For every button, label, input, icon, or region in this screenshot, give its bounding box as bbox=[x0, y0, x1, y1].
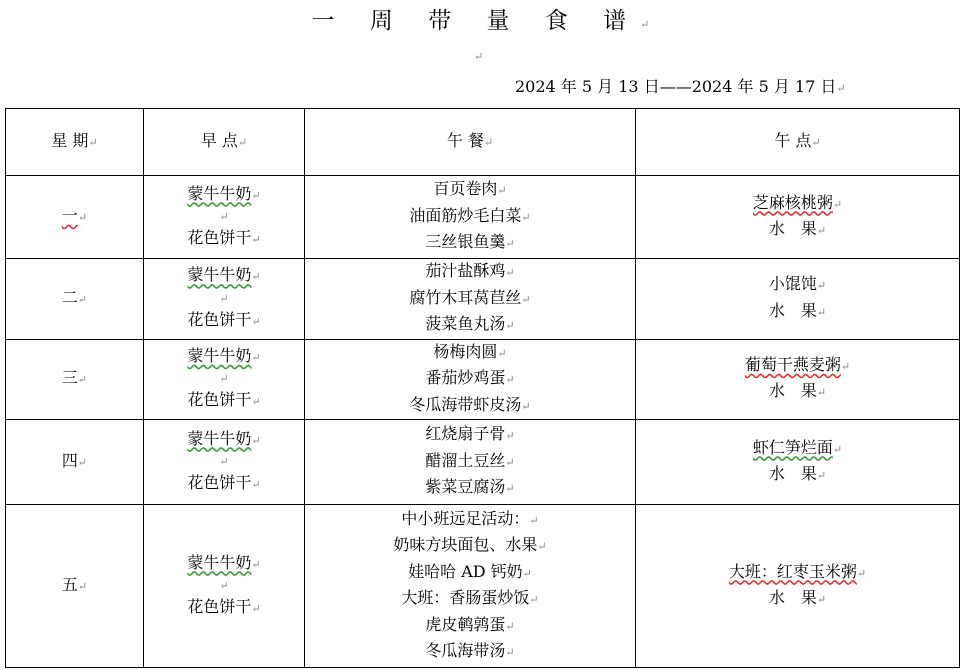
snack-cell: 芝麻核桃粥↵ 水 果↵ bbox=[636, 176, 960, 259]
day-cell: 三↵ bbox=[6, 339, 144, 420]
table-header-row bbox=[6, 109, 960, 176]
snack-cell: 葡萄干燕麦粥↵ 水 果↵ bbox=[636, 339, 960, 420]
page-title: 一 周 带 量 食 谱↵ bbox=[311, 8, 650, 34]
table-row bbox=[6, 420, 960, 505]
day-cell: 二↵ bbox=[6, 259, 144, 340]
table-row bbox=[6, 505, 960, 668]
day-cell: 一↵ bbox=[6, 176, 144, 259]
breakfast-cell: 蒙牛牛奶↵ ↵ 花色饼干↵ bbox=[144, 259, 305, 340]
day-cell: 四↵ bbox=[6, 420, 144, 505]
table-row bbox=[6, 176, 960, 259]
breakfast-cell: 蒙牛牛奶↵ ↵ 花色饼干↵ bbox=[144, 339, 305, 420]
breakfast-cell: 蒙牛牛奶↵ ↵ 花色饼干↵ bbox=[144, 420, 305, 505]
paragraph-mark-icon: ↵ bbox=[474, 50, 484, 63]
paragraph-mark-icon: ↵ bbox=[836, 82, 846, 95]
header-day: 星 期↵ bbox=[6, 109, 144, 176]
breakfast-cell: 蒙牛牛奶↵ ↵ 花色饼干↵ bbox=[144, 176, 305, 259]
header-breakfast: 早 点↵ bbox=[144, 109, 305, 176]
weekly-menu-table bbox=[5, 108, 960, 668]
table-row bbox=[6, 259, 960, 340]
snack-cell: 虾仁笋烂面↵ 水 果↵ bbox=[636, 420, 960, 505]
breakfast-cell: 蒙牛牛奶↵ ↵ 花色饼干↵ bbox=[144, 505, 305, 668]
snack-cell: 大班：红枣玉米粥↵ 水 果↵ bbox=[636, 505, 960, 668]
lunch-cell: 杨梅肉圆↵ 番茄炒鸡蛋↵ 冬瓜海带虾皮汤↵ bbox=[305, 339, 636, 420]
day-cell: 五↵ bbox=[6, 505, 144, 668]
header-lunch: 午 餐↵ bbox=[305, 109, 636, 176]
table-row bbox=[6, 339, 960, 420]
snack-cell: 小馄饨↵ 水 果↵ bbox=[636, 259, 960, 340]
lunch-cell: 中小班远足活动：↵ 奶味方块面包、水果↵ 娃哈哈 AD 钙奶↵ 大班：香肠蛋炒饭↵ 虎皮鹌鹑蛋↵ 冬瓜海带汤↵ bbox=[305, 505, 636, 668]
lunch-cell: 红烧扇子骨↵ 醋溜土豆丝↵ 紫菜豆腐汤↵ bbox=[305, 420, 636, 505]
lunch-cell: 茄汁盐酥鸡↵ 腐竹木耳莴苣丝↵ 菠菜鱼丸汤↵ bbox=[305, 259, 636, 340]
date-range: 2024 年 5 月 13 日——2024 年 5 月 17 日↵ bbox=[515, 77, 846, 96]
lunch-cell: 百页卷肉↵ 油面筋炒毛白菜↵ 三丝银鱼羹↵ bbox=[305, 176, 636, 259]
paragraph-mark-icon: ↵ bbox=[640, 18, 650, 31]
header-snack: 午 点↵ bbox=[636, 109, 960, 176]
